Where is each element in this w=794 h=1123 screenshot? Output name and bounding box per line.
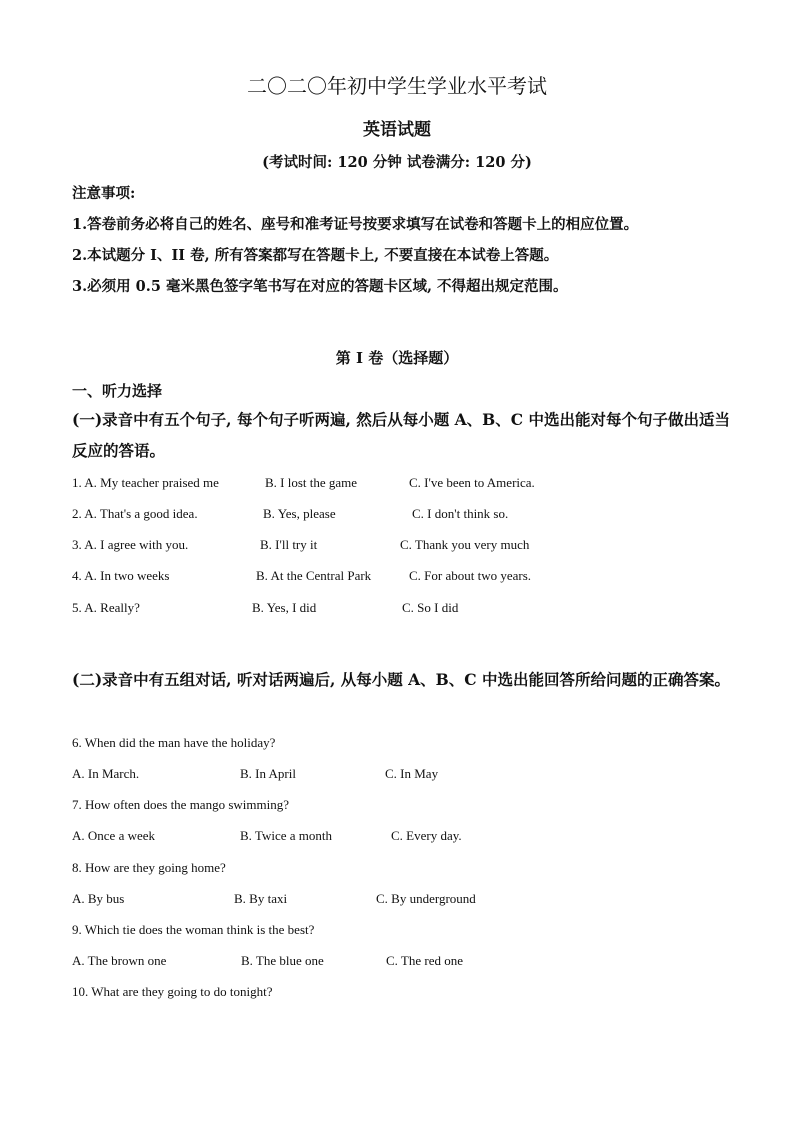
note-item: 3.必须用 0.5 毫米黑色签字笔书写在对应的答题卡区域, 不得超出规定范围。	[72, 278, 568, 295]
q4-option-a: 4. A. In two weeks	[72, 568, 170, 583]
q6-option-c: C. In May	[385, 766, 439, 781]
exam-time-info: (考试时间: 120 分钟 试卷满分: 120 分)	[262, 154, 532, 171]
q2-option-b: B. Yes, please	[263, 506, 336, 521]
exam-title: 二〇二〇年初中学生学业水平考试	[247, 74, 547, 98]
q7-stem: 7. How often does the mango swimming?	[72, 797, 289, 812]
note-item: 2.本试题分 I、II 卷, 所有答案都写在答题卡上, 不要直接在本试卷上答题。	[72, 247, 559, 264]
q1-option-a: 1. A. My teacher praised me	[72, 475, 219, 490]
q4-option-b: B. At the Central Park	[256, 568, 372, 583]
section-heading: 第 I 卷（选择题）	[335, 349, 459, 367]
q5-option-b: B. Yes, I did	[252, 600, 317, 615]
q7-option-b: B. Twice a month	[240, 828, 333, 843]
q5-option-a: 5. A. Really?	[72, 600, 140, 615]
q3-option-a: 3. A. I agree with you.	[72, 537, 189, 552]
sub2-instruction: (二)录音中有五组对话, 听对话两遍后, 从每小题 A、B、C 中选出能回答所给问题的正确答案。	[72, 670, 731, 689]
exam-subtitle: 英语试题	[363, 120, 431, 140]
q8-option-c: C. By underground	[376, 891, 476, 906]
q9-option-a: A. The brown one	[72, 953, 167, 968]
q3-option-b: B. I'll try it	[260, 537, 318, 552]
note-item: 1.答卷前务必将自己的姓名、座号和准考证号按要求填写在试卷和答题卡上的相应位置。	[72, 216, 639, 233]
q9-option-c: C. The red one	[386, 953, 464, 968]
q8-option-b: B. By taxi	[234, 891, 288, 906]
q2-option-c: C. I don't think so.	[412, 506, 509, 521]
q6-option-a: A. In March.	[72, 766, 140, 781]
q9-stem: 9. Which tie does the woman think is the best?	[72, 922, 315, 937]
q9-option-b: B. The blue one	[241, 953, 324, 968]
part-heading: 一、听力选择	[72, 382, 163, 400]
q6-option-b: B. In April	[240, 766, 296, 781]
q7-option-a: A. Once a week	[72, 828, 156, 843]
q1-option-c: C. I've been to America.	[409, 475, 535, 490]
q4-option-c: C. For about two years.	[409, 568, 532, 583]
sub1-instruction: (一)录音中有五个句子, 每个句子听两遍, 然后从每小题 A、B、C 中选出能对每个句子做出适当反应的答语。	[72, 410, 731, 460]
q1-option-b: B. I lost the game	[265, 475, 358, 490]
notes-heading: 注意事项:	[72, 185, 136, 202]
q5-option-c: C. So I did	[402, 600, 459, 615]
q3-option-c: C. Thank you very much	[400, 537, 530, 552]
q8-option-a: A. By bus	[72, 891, 125, 906]
q10-stem: 10. What are they going to do tonight?	[72, 984, 273, 999]
q7-option-c: C. Every day.	[391, 828, 462, 843]
q6-stem: 6. When did the man have the holiday?	[72, 735, 276, 750]
q2-option-a: 2. A. That's a good idea.	[72, 506, 198, 521]
q8-stem: 8. How are they going home?	[72, 860, 226, 875]
